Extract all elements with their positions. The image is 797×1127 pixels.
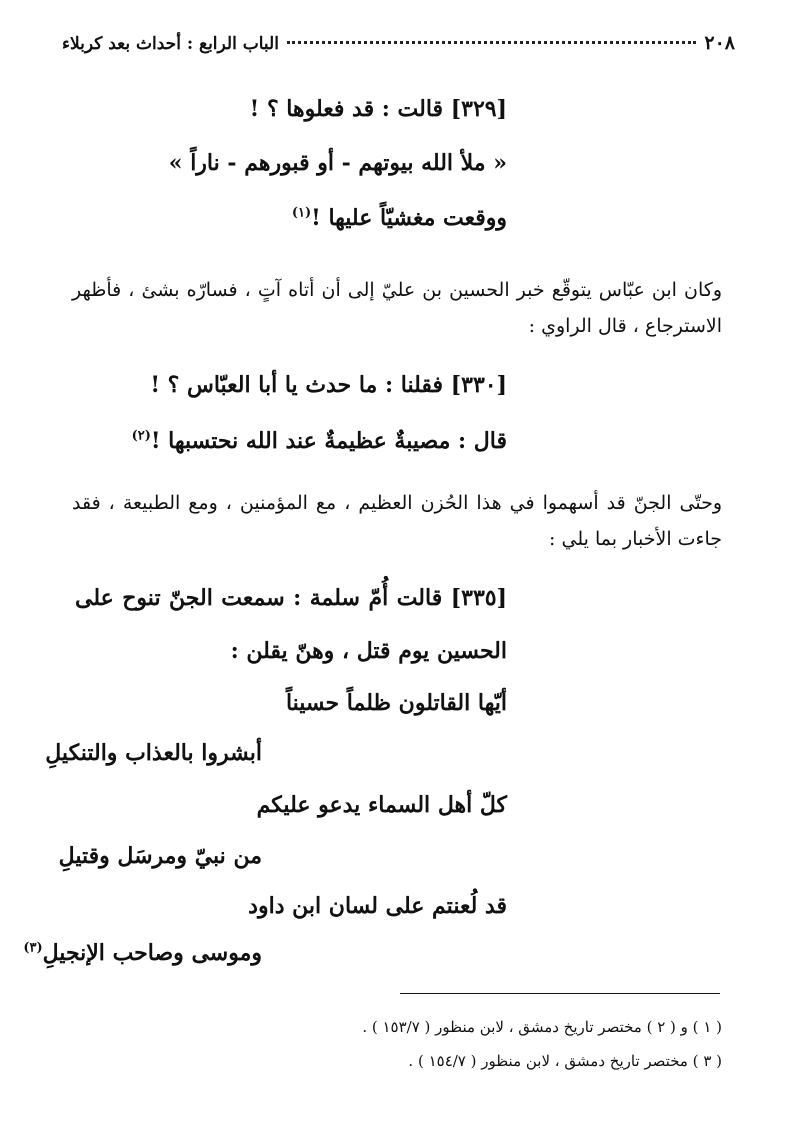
- footnote-2: ( ٣ ) مختصر تاريخ دمشق ، لابن منظور ( ١٥٤/٧ ) .: [408, 1052, 722, 1070]
- footnote-ref-2: (٢): [131, 428, 151, 444]
- narration-329-end: [292, 205, 507, 231]
- narration-329: [٣٢٩] قالت : قد فعلوها ؟ !: [249, 96, 507, 122]
- verse-line-last: [23, 940, 262, 966]
- verse-line-last-text: وموسى وصاحب الإنجيلِ: [42, 940, 262, 966]
- verse-line: قد لُعنتم على لسان ابن داود: [248, 893, 507, 919]
- footnote-separator: [400, 993, 720, 994]
- footnote-ref-1: (١): [291, 205, 312, 221]
- footnote-ref-3: (٣): [23, 940, 43, 956]
- narration-335: [٣٣٥] قالت أُمّ سلمة : سمعت الجنّ تنوح على: [75, 585, 507, 611]
- page-number: ٢٠٨: [704, 32, 735, 54]
- running-header: [62, 32, 735, 62]
- paragraph-ibn-abbas: وكان ابن عبّاس يتوقّع خبر الحسين بن عليّ إلى أن أتاه آتٍ ، فسارّه بشئ ، فأظهر الاسترجاع ، قال الراوي :: [72, 279, 722, 337]
- chapter-title: الباب الرابع : أحداث بعد كربلاء: [62, 34, 279, 54]
- narration-330: [٣٣٠] فقلنا : ما حدث يا أبا العبّاس ؟ !: [150, 372, 507, 398]
- verse-line: كلّ أهل السماء يدعو عليكم: [256, 792, 507, 818]
- verse-line: أيّها القاتلون ظلماً حسيناً: [285, 690, 507, 716]
- narration-330-reply: [132, 428, 507, 454]
- narration-335-cont: الحسين يوم قتل ، وهنّ يقلن :: [230, 638, 507, 664]
- verse-line: أبشروا بالعذاب والتنكيلِ: [45, 740, 262, 766]
- narration-329-curse: « ملأ الله بيوتهم - أو قبورهم - ناراً »: [168, 150, 507, 176]
- narration-330-reply-text: قال : مصيبةٌ عظيمةٌ عند الله نحتسبها !: [150, 428, 507, 454]
- paragraph-jinn: وحتّى الجنّ قد أسهموا في هذا الحُزن العظيم ، مع المؤمنين ، ومع الطبيعة ، فقد جاءت الأخبار بما يلي :: [72, 492, 722, 550]
- narration-329-end-text: ووقعت مغشيّاً عليها !: [311, 205, 507, 231]
- verse-line: من نبيّ ومرسَل وقتيلِ: [58, 843, 262, 869]
- header-leader-dots: [287, 41, 696, 44]
- footnote-1: ( ١ ) و ( ٢ ) مختصر تاريخ دمشق ، لابن منظور ( ١٥٣/٧ ) .: [362, 1018, 722, 1036]
